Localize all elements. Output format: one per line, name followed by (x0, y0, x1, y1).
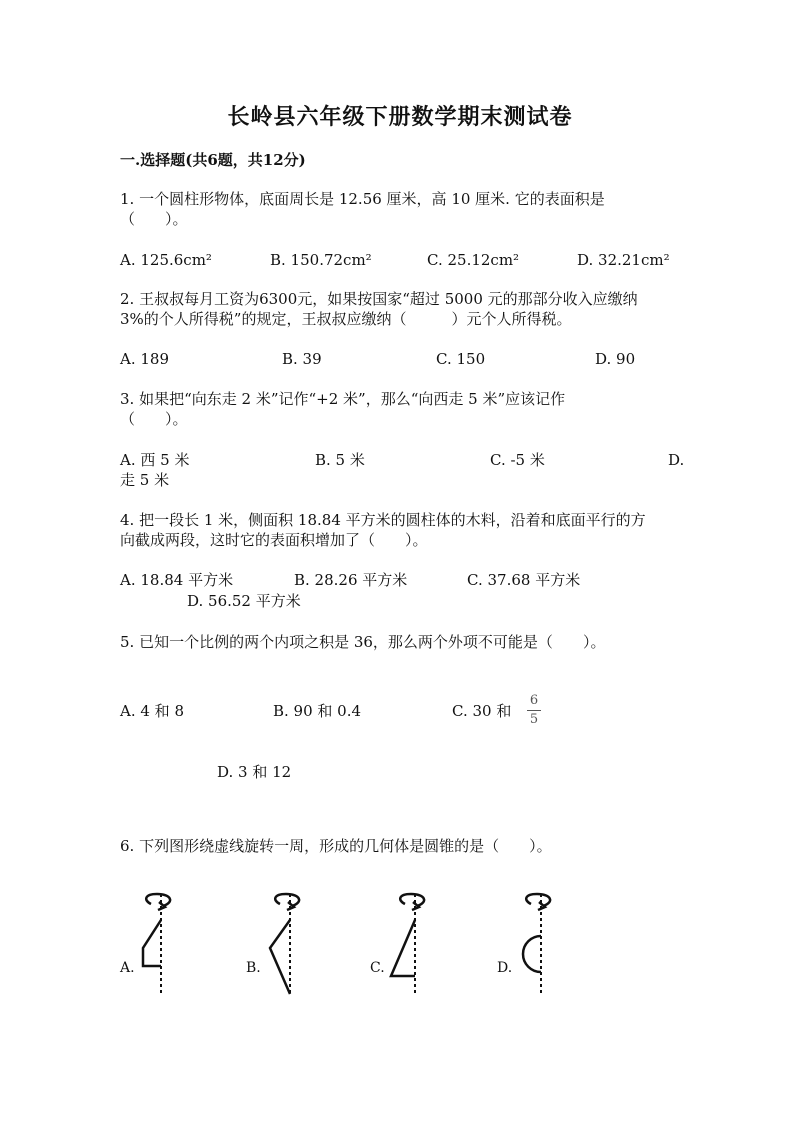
generating-shape (143, 920, 161, 966)
fraction-denominator: 5 (529, 712, 539, 727)
q5-option-a[interactable]: A. 4 和 8 (120, 702, 184, 720)
q6-figure-b[interactable] (262, 890, 312, 1000)
q2-option-b[interactable]: B. 39 (282, 350, 322, 368)
question-3-line-2: （ ）。 (120, 410, 188, 428)
q6-option-a[interactable]: A. (120, 960, 135, 976)
q2-option-a[interactable]: A. 189 (120, 350, 169, 368)
q6-figure-c[interactable] (385, 890, 435, 1000)
q6-figure-d[interactable] (515, 890, 565, 1000)
rotation-arrow-icon (275, 894, 299, 906)
question-2-line-2: 3%的个人所得税”的规定，王叔叔应缴纳（ ）元个人所得税。 (120, 310, 572, 328)
question-1-line-1: 1. 一个圆柱形物体，底面周长是 12.56 厘米，高 10 厘米. 它的表面积是 (120, 190, 605, 208)
question-5-line-1: 5. 已知一个比例的两个内项之积是 36，那么两个外项不可能是（ ）。 (120, 633, 606, 651)
generating-shape (391, 920, 415, 976)
q1-option-c[interactable]: C. 25.12cm² (427, 251, 520, 269)
page-title: 长岭县六年级下册数学期末测试卷 (227, 104, 573, 130)
generating-shape (523, 936, 541, 972)
rotation-arrow-icon (400, 894, 424, 906)
q1-option-d[interactable]: D. 32.21cm² (577, 251, 670, 269)
q4-option-a[interactable]: A. 18.84 平方米 (120, 571, 234, 589)
question-1-line-2: （ ）。 (120, 210, 188, 228)
q5-option-c-fraction (527, 694, 541, 727)
fraction-numerator: 6 (529, 693, 539, 708)
q4-option-d[interactable]: D. 56.52 平方米 (187, 592, 301, 610)
q3-option-a[interactable]: A. 西 5 米 (120, 451, 190, 469)
q2-option-d[interactable]: D. 90 (595, 350, 636, 368)
q4-option-b[interactable]: B. 28.26 平方米 (294, 571, 408, 589)
rotation-arrow-icon (526, 894, 550, 906)
q3-option-d-continued[interactable]: 走 5 米 (120, 471, 170, 489)
question-3-line-1: 3. 如果把“向东走 2 米”记作“+2 米”，那么“向西走 5 米”应该记作 (120, 390, 566, 408)
rotation-arrow-icon (146, 894, 170, 906)
q2-option-c[interactable]: C. 150 (436, 350, 486, 368)
question-2-line-1: 2. 王叔叔每月工资为6300元，如果按国家“超过 5000 元的那部分收入应缴纳 (120, 290, 638, 308)
question-4-line-2: 向截成两段，这时它的表面积增加了（ ）。 (120, 531, 428, 549)
q5-option-d[interactable]: D. 3 和 12 (217, 763, 292, 781)
q5-option-c[interactable]: C. 30 和 (452, 702, 512, 720)
q6-option-d[interactable]: D. (497, 960, 513, 976)
q6-option-b[interactable]: B. (246, 960, 261, 976)
generating-shape (270, 920, 290, 994)
fraction-bar (527, 710, 541, 711)
q3-option-b[interactable]: B. 5 米 (315, 451, 365, 469)
q1-option-b[interactable]: B. 150.72cm² (270, 251, 372, 269)
section-heading: 一.选择题(共6题，共12分) (120, 151, 306, 169)
q6-option-c[interactable]: C. (370, 960, 385, 976)
q5-option-b[interactable]: B. 90 和 0.4 (273, 702, 362, 720)
q6-figure-a[interactable] (135, 890, 185, 1000)
q3-option-c[interactable]: C. -5 米 (490, 451, 545, 469)
question-6-line-1: 6. 下列图形绕虚线旋转一周，形成的几何体是圆锥的是（ ）。 (120, 837, 552, 855)
q4-option-c[interactable]: C. 37.68 平方米 (467, 571, 581, 589)
q3-option-d[interactable]: D. (668, 451, 685, 469)
question-4-line-1: 4. 把一段长 1 米，侧面积 18.84 平方米的圆柱体的木料，沿着和底面平行的方 (120, 511, 646, 529)
q1-option-a[interactable]: A. 125.6cm² (120, 251, 212, 269)
